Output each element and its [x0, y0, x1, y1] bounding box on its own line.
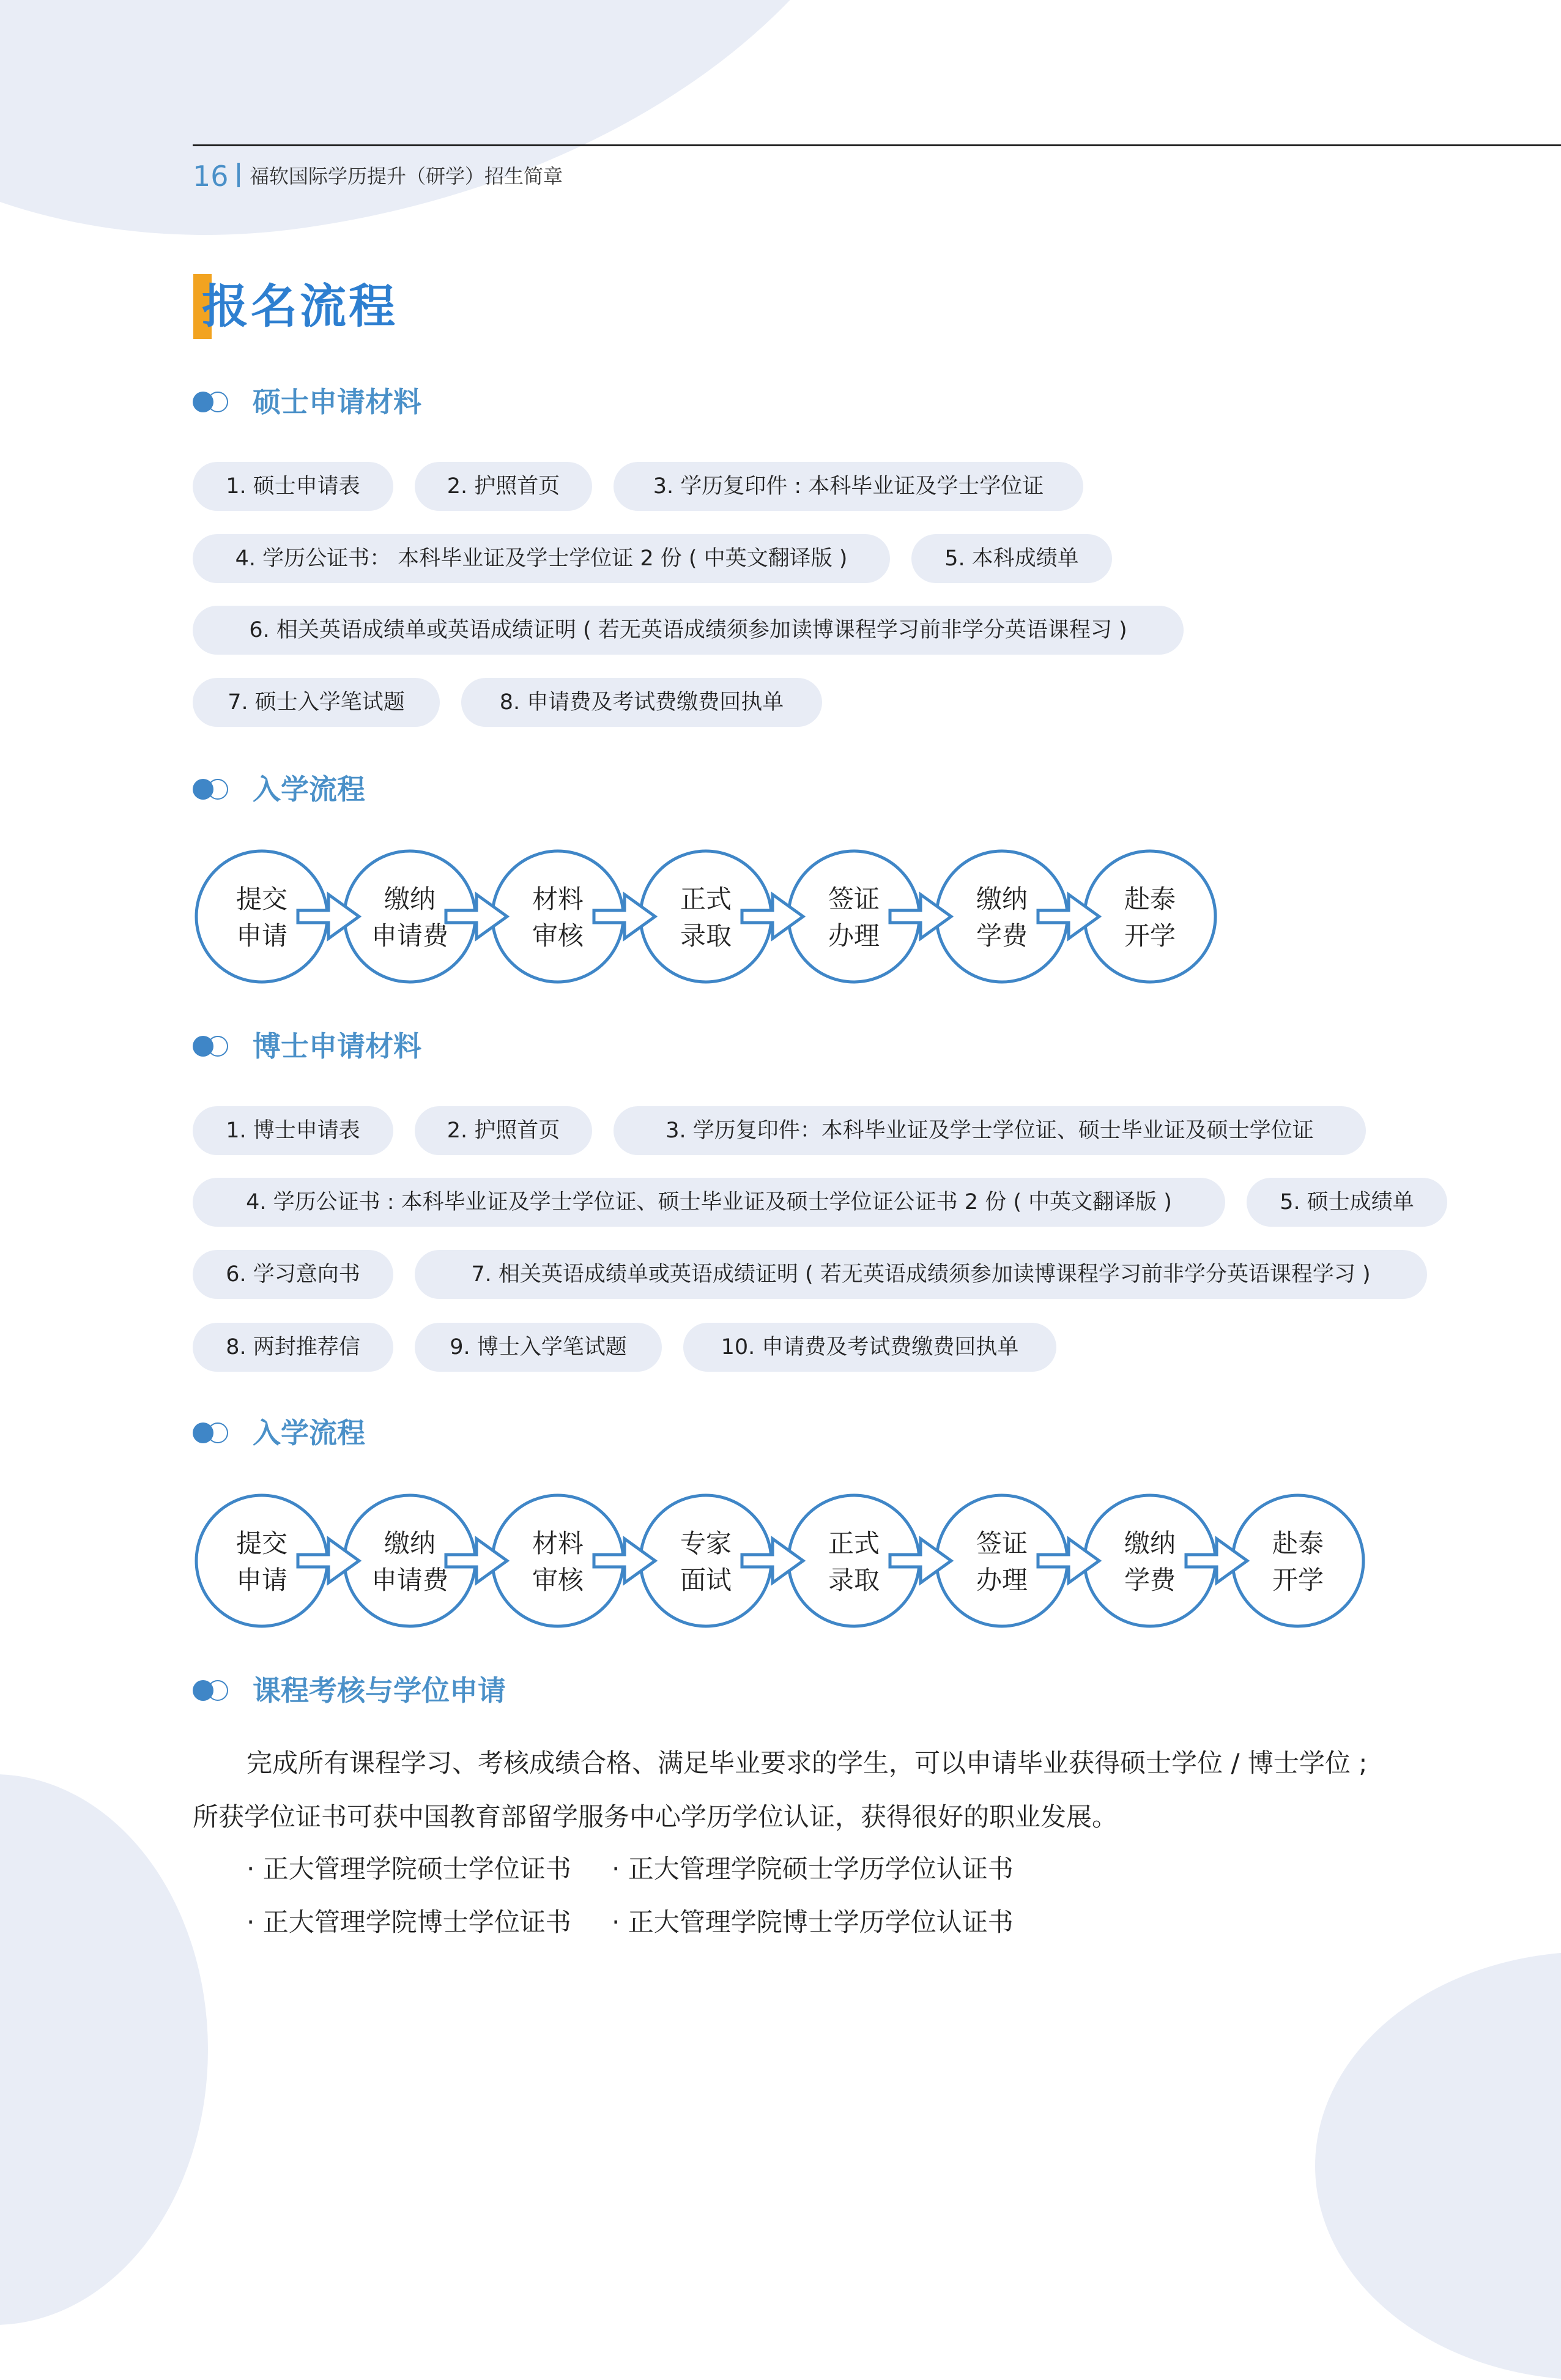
material-chip: 6. 相关英语成绩单或英语成绩证明 ( 若无英语成绩须参加读博课程学习前非学分英语课程习 ): [193, 606, 1184, 655]
material-chip: 3. 学历复印件：本科毕业证及学士学位证、硕士毕业证及硕士学位证: [614, 1106, 1366, 1155]
material-chip: 7. 硕士入学笔试题: [193, 678, 440, 727]
flow-step-label: 材料: [532, 884, 584, 914]
flow-step-label: 缴纳: [976, 884, 1028, 914]
background-blob-top-left: [0, 0, 967, 302]
material-chip: 5. 本科成绩单: [911, 534, 1112, 583]
flow-step-label: 申请费: [371, 1565, 449, 1595]
flow-step-label: 缴纳: [1124, 1528, 1176, 1558]
material-chip: 2. 护照首页: [415, 462, 592, 511]
flow-step-label: 学费: [1124, 1565, 1176, 1595]
phd-admission-flow: [193, 1490, 1368, 1632]
flow-step-label: 录取: [680, 921, 732, 951]
flow-step-label: 申请: [235, 1565, 288, 1595]
flow-step-label: 录取: [828, 1565, 880, 1595]
material-chip: 10. 申请费及考试费缴费回执单: [683, 1323, 1056, 1372]
flow-step-label: 办理: [828, 921, 880, 951]
flow-step-label: 专家: [680, 1528, 732, 1558]
material-chip: 3. 学历复印件 : 本科毕业证及学士学位证: [614, 462, 1083, 511]
material-chip: 5. 硕士成绩单: [1247, 1178, 1447, 1227]
bullet-dots-icon: [193, 1422, 232, 1443]
section-title: 硕士申请材料: [253, 385, 421, 418]
master-admission-flow: [193, 846, 1220, 988]
flow-step-label: 赴泰: [1124, 884, 1176, 914]
flow-step-label: 审核: [532, 1565, 584, 1595]
material-chip: 1. 博士申请表: [193, 1106, 393, 1155]
flow-step-label: 面试: [680, 1565, 732, 1595]
header-rule: [193, 144, 1561, 146]
flow-step-label: 正式: [680, 884, 732, 914]
flow-step-circle: [1233, 1495, 1363, 1626]
material-chip: 4. 学历公证书 : 本科毕业证及学士学位证、硕士毕业证及硕士学位证公证书 2 份 ( 中英文翻译版 ): [193, 1178, 1225, 1227]
header-divider: [237, 163, 240, 187]
section-title: 博士申请材料: [253, 1030, 421, 1063]
bullet-dots-icon: [193, 1680, 232, 1701]
flow-step-label: 开学: [1272, 1565, 1324, 1595]
flow-step-circle: [1085, 851, 1215, 982]
flow-diagram: [193, 1490, 1368, 1632]
flow-step-label: 提交: [235, 884, 288, 914]
flow-step-label: 申请费: [371, 921, 449, 951]
bullet-dots-icon: [193, 1036, 232, 1057]
section-title: 入学流程: [253, 1416, 365, 1449]
bullet-dots-icon: [193, 392, 232, 412]
flow-step-label: 办理: [976, 1565, 1028, 1595]
material-chip: 4. 学历公证书： 本科毕业证及学士学位证 2 份 ( 中英文翻译版 ): [193, 534, 890, 583]
material-chip: 9. 博士入学笔试题: [415, 1323, 662, 1372]
page-title: 报名流程: [202, 279, 398, 333]
material-chip: 2. 护照首页: [415, 1106, 592, 1155]
material-chip: 7. 相关英语成绩单或英语成绩证明 ( 若无英语成绩须参加读博课程学习前非学分英语课程学习 ): [415, 1250, 1427, 1299]
flow-step-label: 正式: [828, 1528, 880, 1558]
section-title: 入学流程: [253, 773, 365, 806]
flow-step-label: 申请: [235, 921, 288, 951]
header-title: 福软国际学历提升（研学）招生简章: [250, 165, 563, 188]
flow-step-label: 开学: [1124, 921, 1176, 951]
flow-step-label: 签证: [976, 1528, 1028, 1558]
background-blob-bottom-left: [0, 1774, 208, 2325]
flow-diagram: [193, 846, 1220, 988]
section-title: 课程考核与学位申请: [253, 1674, 506, 1707]
certificate-item: · 正大管理学院硕士学历学位认证书: [612, 1854, 1014, 1884]
flow-step-label: 学费: [976, 921, 1028, 951]
material-chip: 8. 两封推荐信: [193, 1323, 393, 1372]
material-chip: 6. 学习意向书: [193, 1250, 393, 1299]
flow-step-label: 赴泰: [1272, 1528, 1324, 1558]
degree-paragraph: [193, 1736, 1373, 1844]
material-chip: 8. 申请费及考试费缴费回执单: [461, 678, 822, 727]
certificate-item: · 正大管理学院博士学位证书: [247, 1907, 571, 1937]
flow-step-label: 缴纳: [384, 884, 436, 914]
flow-step-label: 材料: [532, 1528, 584, 1558]
flow-step-label: 审核: [532, 921, 584, 951]
certificate-item: · 正大管理学院硕士学位证书: [247, 1854, 571, 1884]
certificate-item: · 正大管理学院博士学历学位认证书: [612, 1907, 1014, 1937]
flow-step-label: 缴纳: [384, 1528, 436, 1558]
flow-step-label: 签证: [828, 884, 880, 914]
page-number: 16: [193, 160, 229, 193]
degree-paragraph-text: 完成所有课程学习、考核成绩合格、满足毕业要求的学生，可以申请毕业获得硕士学位 / 博士学位 ; 所获学位证书可获中国教育部留学服务中心学历学位认证，获得很好的职业发展。: [193, 1748, 1368, 1832]
bullet-dots-icon: [193, 779, 232, 800]
material-chip: 1. 硕士申请表: [193, 462, 393, 511]
flow-step-label: 提交: [235, 1528, 288, 1558]
background-blob-bottom-right: [1315, 1952, 1561, 2380]
